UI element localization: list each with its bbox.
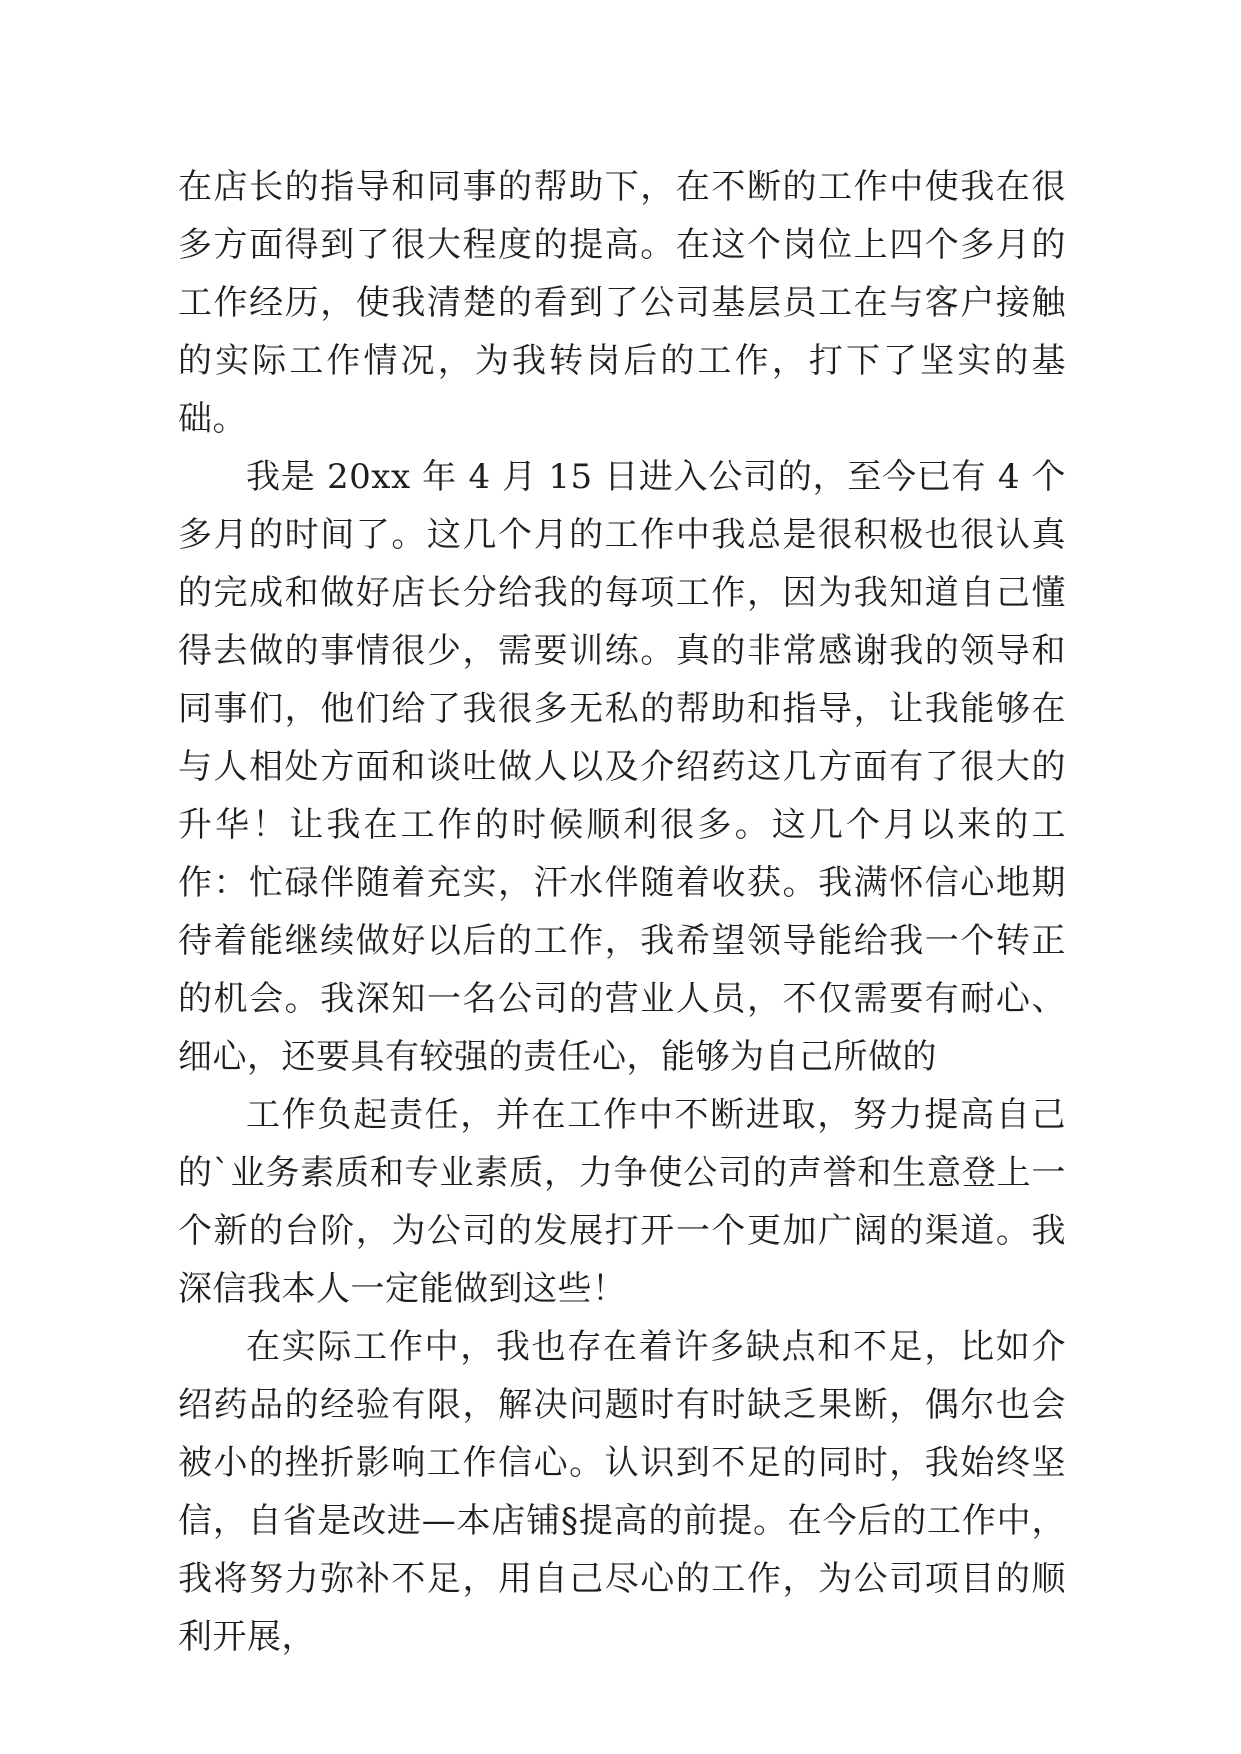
paragraph-1: 在店长的指导和同事的帮助下，在不断的工作中使我在很多方面得到了很大程度的提高。在这个岗位上四个多月的工作经历，使我清楚的看到了公司基层员工在与客户接触的实际工作情况，为我转岗后的工作，打下了坚实的基础。 (178, 167, 1066, 439)
document-text-block (178, 158, 1066, 1666)
paragraph-2: 我是 20xx 年 4 月 15 日进入公司的，至今已有 4 个多月的时间了。这几个月的工作中我总是很积极也很认真的完成和做好店长分给我的每项工作，因为我知道自己懂得去做的事情很少，需要训练。真的非常感谢我的领导和同事们，他们给了我很多无私的帮助和指导，让我能够在与人相处方面和谈吐做人以及介绍药这几方面有了很大的升华！让我在工作的时候顺利很多。这几个月以来的工作：忙碌伴随着充实，汗水伴随着收获。我满怀信心地期待着能继续做好以后的工作，我希望领导能给我一个转正的机会。我深知一名公司的营业人员，不仅需要有耐心、细心，还要具有较强的责任心，能够为自己所做的 (178, 457, 1066, 1077)
paragraph-4: 在实际工作中，我也存在着许多缺点和不足，比如介绍药品的经验有限，解决问题时有时缺乏果断，偶尔也会被小的挫折影响工作信心。认识到不足的同时，我始终坚信，自省是改进—本店铺§提高的前提。在今后的工作中，我将努力弥补不足，用自己尽心的工作，为公司项目的顺利开展， (178, 1327, 1066, 1657)
paragraph-3: 工作负起责任，并在工作中不断进取，努力提高自己的`业务素质和专业素质，力争使公司的声誉和生意登上一个新的台阶，为公司的发展打开一个更加广阔的渠道。我深信我本人一定能做到这些！ (178, 1095, 1066, 1309)
